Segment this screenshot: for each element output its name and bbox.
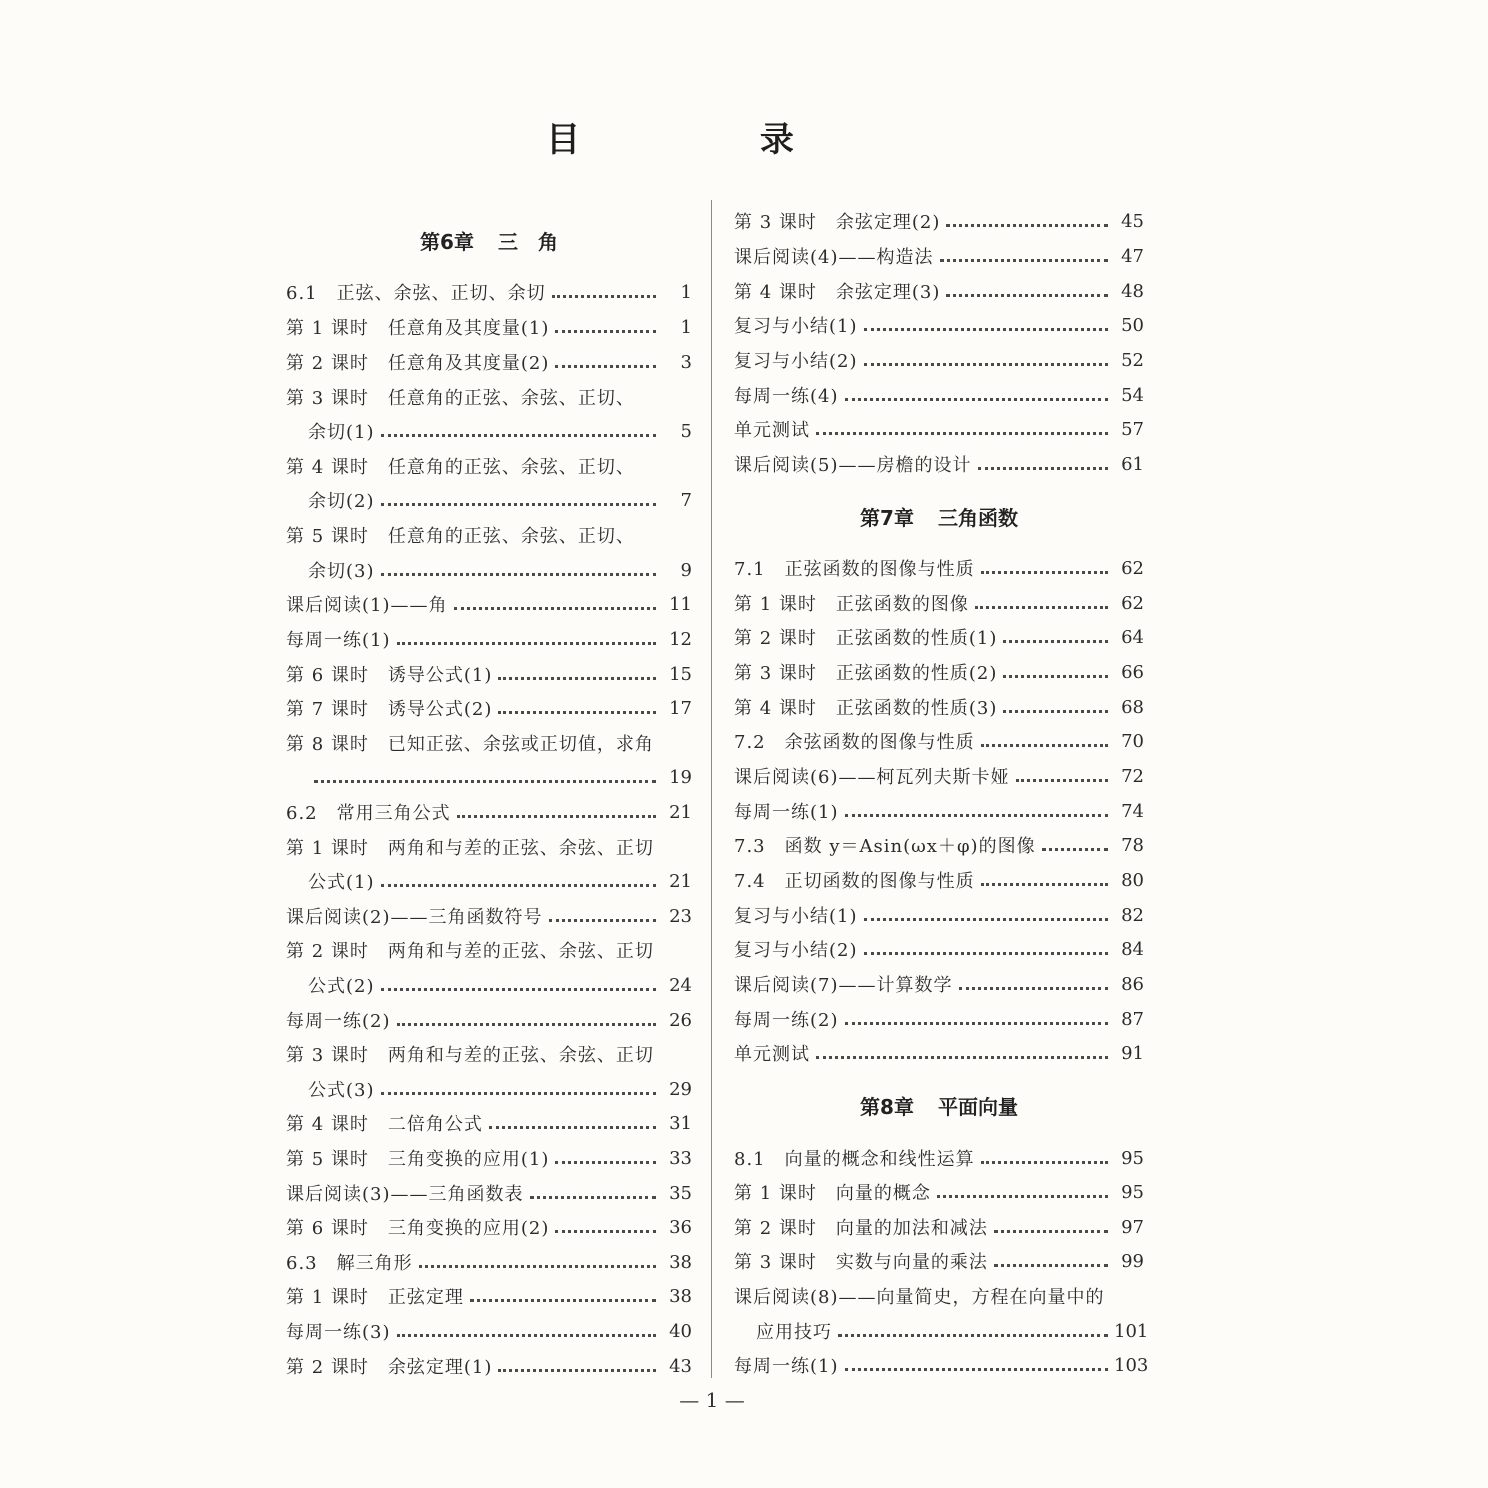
toc-entry-label: 复习与小结(2): [734, 940, 858, 961]
toc-entry-label: 第 2 课时 正弦函数的性质(1): [734, 628, 998, 649]
dot-leader: [470, 1296, 656, 1302]
dot-leader: [381, 1089, 657, 1095]
toc-entry-label: 课后阅读(1)——角: [286, 595, 448, 616]
toc-entry-continued: [286, 1037, 692, 1071]
toc-entry-label: 第 5 课时 任意角的正弦、余弦、正切、: [286, 526, 635, 547]
toc-entry-label: 第 3 课时 两角和与差的正弦、余弦、正切: [286, 1045, 654, 1066]
dot-leader: [978, 464, 1109, 470]
toc-entry[interactable]: [286, 760, 692, 794]
toc-entry-page: 21: [669, 870, 692, 892]
toc-entry-label: 第 1 课时 正弦函数的图像: [734, 594, 969, 615]
chapter-heading: [734, 499, 1144, 533]
toc-entry[interactable]: [734, 759, 1144, 793]
toc-entry-label: 课后阅读(8)——向量简史，方程在向量中的: [734, 1287, 1105, 1308]
chapter-number: 第7章: [860, 505, 914, 530]
toc-entry-label: 每周一练(3): [286, 1322, 391, 1343]
toc-entry-label: 6.2 常用三角公式: [286, 803, 451, 824]
dot-leader: [498, 1366, 656, 1372]
toc-entry-page: 86: [1121, 973, 1144, 995]
toc-entry-page: 61: [1121, 453, 1144, 475]
toc-entry-label: 第 3 课时 正弦函数的性质(2): [734, 663, 998, 684]
toc-entry-page: 26: [669, 1009, 692, 1031]
dot-leader: [981, 1158, 1108, 1164]
dot-leader: [397, 1331, 657, 1337]
toc-entry-label: 第 1 课时 两角和与差的正弦、余弦、正切: [286, 838, 654, 859]
toc-entry[interactable]: [734, 655, 1144, 689]
toc-entry-page: 9: [680, 559, 692, 581]
toc-entry-page: 36: [669, 1216, 692, 1238]
toc-entry[interactable]: [734, 412, 1144, 446]
dot-leader: [555, 327, 656, 333]
page-number: — 1 —: [679, 1388, 745, 1412]
toc-entry-continued: [286, 933, 692, 967]
toc-entry-page: 23: [669, 905, 692, 927]
dot-leader: [454, 604, 657, 610]
toc-entry[interactable]: [734, 828, 1144, 862]
toc-entry-label: 7.2 余弦函数的图像与性质: [734, 732, 975, 753]
toc-entry[interactable]: [734, 967, 1144, 1001]
toc-entry-continued: [286, 726, 692, 760]
toc-entry[interactable]: [734, 863, 1144, 897]
toc-entry-label: 第 4 课时 任意角的正弦、余弦、正切、: [286, 457, 635, 478]
toc-entry[interactable]: [734, 1141, 1144, 1175]
toc-entry-page: 1: [680, 281, 692, 303]
dot-leader: [816, 1053, 1108, 1059]
toc-entry-label: 公式(1): [308, 872, 375, 893]
toc-entry[interactable]: [734, 343, 1144, 377]
toc-entry-page: 70: [1121, 730, 1144, 752]
toc-entry-label: 第 7 课时 诱导公式(2): [286, 699, 493, 720]
dot-leader: [381, 431, 657, 437]
toc-entry-continued: [286, 380, 692, 414]
dot-leader: [381, 570, 657, 576]
dot-leader: [419, 1262, 656, 1268]
toc-entry[interactable]: [286, 310, 692, 344]
toc-entry-page: 95: [1121, 1147, 1144, 1169]
dot-leader: [555, 1227, 656, 1233]
dot-leader: [838, 1331, 1108, 1337]
toc-entry-page: 40: [669, 1320, 692, 1342]
toc-entry-page: 19: [669, 766, 692, 788]
dot-leader: [937, 1192, 1108, 1198]
toc-entry-label: 8.1 向量的概念和线性运算: [734, 1149, 975, 1170]
toc-entry-page: 38: [669, 1251, 692, 1273]
toc-entry-continued: [286, 830, 692, 864]
chapter-number: 第6章: [420, 229, 474, 254]
toc-entry-label: 第 3 课时 余弦定理(2): [734, 212, 941, 233]
toc-entry-label: 课后阅读(4)——构造法: [734, 247, 934, 268]
dot-leader: [381, 985, 657, 991]
toc-entry-label: 每周一练(1): [734, 1356, 839, 1377]
toc-entry-page: 35: [669, 1182, 692, 1204]
toc-entry-continued: [286, 518, 692, 552]
toc-entry-label: 第 6 课时 三角变换的应用(2): [286, 1218, 550, 1239]
toc-entry-page: 33: [669, 1147, 692, 1169]
toc-entry-page: 68: [1121, 696, 1144, 718]
dot-leader: [864, 949, 1109, 955]
toc-entry-page: 103: [1114, 1354, 1149, 1376]
toc-entry-page: 3: [680, 351, 692, 373]
dot-leader: [555, 362, 656, 368]
toc-entry[interactable]: [286, 1141, 692, 1175]
dot-leader: [552, 292, 656, 298]
toc-entry[interactable]: [734, 378, 1144, 412]
toc-entry-label: 课后阅读(3)——三角函数表: [286, 1184, 524, 1205]
toc-entry-label: 第 2 课时 任意角及其度量(2): [286, 353, 550, 374]
toc-entry-page: 7: [680, 489, 692, 511]
toc-entry-page: 29: [669, 1078, 692, 1100]
toc-entry[interactable]: [286, 657, 692, 691]
toc-entry-page: 72: [1121, 765, 1144, 787]
dot-leader: [555, 1158, 656, 1164]
toc-entry[interactable]: [734, 1002, 1144, 1036]
dot-leader: [975, 603, 1108, 609]
toc-entry-label: 课后阅读(7)——计算数学: [734, 975, 953, 996]
toc-entry-label: 每周一练(2): [286, 1011, 391, 1032]
column-divider: [711, 200, 712, 1378]
toc-entry[interactable]: [734, 586, 1144, 620]
toc-entry-page: 1: [680, 316, 692, 338]
page-title: 目 录: [546, 120, 878, 160]
toc-entry-label: 第 4 课时 余弦定理(3): [734, 282, 941, 303]
dot-leader: [1003, 637, 1108, 643]
toc-entry-page: 95: [1121, 1181, 1144, 1203]
dot-leader: [994, 1261, 1108, 1267]
dot-leader: [845, 811, 1109, 817]
toc-entry-label: 6.3 解三角形: [286, 1253, 413, 1274]
toc-entry-label: 余切(1): [308, 422, 375, 443]
dot-leader: [498, 674, 656, 680]
toc-entry-label: 余切(3): [308, 561, 375, 582]
toc-entry-label: 公式(3): [308, 1080, 375, 1101]
toc-entry[interactable]: [286, 553, 692, 587]
toc-entry-label: 第 1 课时 正弦定理: [286, 1287, 464, 1308]
dot-leader: [845, 1019, 1109, 1025]
toc-entry-page: 57: [1121, 418, 1144, 440]
toc-entry-label: 每周一练(1): [734, 802, 839, 823]
toc-entry[interactable]: [734, 898, 1144, 932]
toc-entry-page: 15: [669, 663, 692, 685]
toc-entry-label: 每周一练(2): [734, 1010, 839, 1031]
toc-entry-label: 7.4 正切函数的图像与性质: [734, 871, 975, 892]
toc-entry-continued: [286, 449, 692, 483]
toc-entry[interactable]: [734, 447, 1144, 481]
toc-entry-page: 84: [1121, 938, 1144, 960]
chapter-title: 三角函数: [937, 505, 1018, 530]
toc-entry[interactable]: [734, 1348, 1149, 1382]
toc-entry-label: 第 1 课时 向量的概念: [734, 1183, 931, 1204]
toc-entry-label: 第 4 课时 正弦函数的性质(3): [734, 698, 998, 719]
toc-entry-page: 62: [1121, 592, 1144, 614]
toc-entry[interactable]: [286, 691, 692, 725]
toc-entry-label: 每周一练(1): [286, 630, 391, 651]
toc-entry-page: 66: [1121, 661, 1144, 683]
toc-entry-page: 54: [1121, 384, 1144, 406]
dot-leader: [959, 984, 1109, 990]
toc-entry[interactable]: [286, 587, 692, 621]
toc-entry-label: 余切(2): [308, 491, 375, 512]
dot-leader: [1003, 672, 1108, 678]
toc-entry[interactable]: [734, 620, 1144, 654]
dot-leader: [498, 708, 656, 714]
toc-entry[interactable]: [734, 239, 1144, 273]
toc-entry-page: 78: [1121, 834, 1144, 856]
dot-leader: [457, 812, 656, 818]
toc-entry[interactable]: [286, 483, 692, 517]
dot-leader: [994, 1227, 1108, 1233]
toc-entry-page: 52: [1121, 349, 1144, 371]
toc-entry-label: 第 3 课时 任意角的正弦、余弦、正切、: [286, 388, 635, 409]
dot-leader: [864, 360, 1109, 366]
dot-leader: [314, 777, 656, 783]
toc-entry-page: 50: [1121, 314, 1144, 336]
toc-entry-label: 课后阅读(2)——三角函数符号: [286, 907, 543, 928]
toc-entry[interactable]: [734, 794, 1144, 828]
dot-leader: [489, 1123, 656, 1129]
toc-entry[interactable]: [734, 204, 1144, 238]
toc-entry[interactable]: [286, 1314, 692, 1348]
dot-leader: [845, 1365, 1109, 1371]
dot-leader: [816, 429, 1108, 435]
toc-entry[interactable]: [734, 1314, 1149, 1348]
toc-entry[interactable]: [734, 690, 1144, 724]
dot-leader: [381, 500, 657, 506]
toc-entry-label: 单元测试: [734, 420, 810, 441]
toc-entry-continued: [734, 1279, 1144, 1313]
toc-entry[interactable]: [286, 899, 692, 933]
toc-entry[interactable]: [286, 414, 692, 448]
toc-entry-label: 单元测试: [734, 1044, 810, 1065]
dot-leader: [946, 221, 1108, 227]
toc-entry[interactable]: [286, 864, 692, 898]
toc-entry-label: 公式(2): [308, 976, 375, 997]
toc-entry[interactable]: [734, 274, 1144, 308]
toc-entry-label: 复习与小结(2): [734, 351, 858, 372]
toc-entry-label: 每周一练(4): [734, 386, 839, 407]
toc-entry-label: 第 2 课时 两角和与差的正弦、余弦、正切: [286, 941, 654, 962]
toc-entry[interactable]: [286, 1003, 692, 1037]
toc-entry-label: 第 8 课时 已知正弦、余弦或正切值，求角: [286, 734, 654, 755]
toc-entry[interactable]: [286, 1349, 692, 1383]
toc-entry-page: 38: [669, 1285, 692, 1307]
toc-entry-page: 17: [669, 697, 692, 719]
dot-leader: [397, 1020, 657, 1026]
toc-entry-page: 97: [1121, 1216, 1144, 1238]
toc-entry[interactable]: [286, 275, 692, 309]
toc-entry[interactable]: [286, 1106, 692, 1140]
toc-entry-label: 第 5 课时 三角变换的应用(1): [286, 1149, 550, 1170]
toc-entry-label: 第 6 课时 诱导公式(1): [286, 665, 493, 686]
toc-entry-label: 应用技巧: [756, 1322, 832, 1343]
dot-leader: [845, 395, 1109, 401]
toc-entry[interactable]: [286, 622, 692, 656]
toc-entry-page: 47: [1121, 245, 1144, 267]
toc-entry[interactable]: [734, 551, 1144, 585]
toc-entry[interactable]: [286, 1279, 692, 1313]
toc-entry[interactable]: [286, 1072, 692, 1106]
toc-entry[interactable]: [286, 1210, 692, 1244]
toc-entry-page: 62: [1121, 557, 1144, 579]
toc-entry[interactable]: [734, 308, 1144, 342]
toc-entry-page: 12: [669, 628, 692, 650]
toc-entry-page: 82: [1121, 904, 1144, 926]
toc-entry-page: 24: [669, 974, 692, 996]
toc-entry[interactable]: [734, 1210, 1144, 1244]
toc-entry[interactable]: [734, 724, 1144, 758]
dot-leader: [864, 325, 1109, 331]
toc-entry-label: 复习与小结(1): [734, 316, 858, 337]
toc-entry[interactable]: [286, 1245, 692, 1279]
chapter-title: 三 角: [497, 229, 558, 254]
toc-entry-page: 31: [669, 1112, 692, 1134]
toc-entry-page: 48: [1121, 280, 1144, 302]
toc-entry-page: 43: [669, 1355, 692, 1377]
dot-leader: [1016, 776, 1109, 782]
toc-entry-page: 64: [1121, 626, 1144, 648]
toc-entry-label: 7.3 函数 y＝Asin(ωx＋φ)的图像: [734, 836, 1036, 857]
toc-entry-label: 7.1 正弦函数的图像与性质: [734, 559, 975, 580]
toc-entry-label: 课后阅读(6)——柯瓦列夫斯卡娅: [734, 767, 1010, 788]
toc-entry[interactable]: [734, 932, 1144, 966]
toc-entry-label: 第 2 课时 余弦定理(1): [286, 1357, 493, 1378]
toc-entry-label: 第 4 课时 二倍角公式: [286, 1114, 483, 1135]
dot-leader: [981, 880, 1108, 886]
toc-entry-label: 6.1 正弦、余弦、正切、余切: [286, 283, 546, 304]
dot-leader: [1042, 845, 1108, 851]
toc-entry-page: 45: [1121, 210, 1144, 232]
toc-entry-label: 第 3 课时 实数与向量的乘法: [734, 1252, 988, 1273]
toc-entry-page: 87: [1121, 1008, 1144, 1030]
toc-entry[interactable]: [286, 345, 692, 379]
toc-entry[interactable]: [286, 795, 692, 829]
toc-entry[interactable]: [734, 1036, 1144, 1070]
toc-entry-page: 11: [669, 593, 692, 615]
dot-leader: [946, 291, 1108, 297]
toc-entry-page: 101: [1114, 1320, 1149, 1342]
dot-leader: [1003, 707, 1108, 713]
dot-leader: [549, 916, 657, 922]
dot-leader: [864, 915, 1109, 921]
toc-entry-label: 复习与小结(1): [734, 906, 858, 927]
toc-entry-label: 课后阅读(5)——房檐的设计: [734, 455, 972, 476]
toc-entry[interactable]: [286, 968, 692, 1002]
dot-leader: [981, 741, 1108, 747]
toc-entry-page: 74: [1121, 800, 1144, 822]
toc-entry[interactable]: [286, 1176, 692, 1210]
toc-entry-label: 第 2 课时 向量的加法和减法: [734, 1218, 988, 1239]
chapter-heading: [734, 1088, 1144, 1122]
toc-entry-page: 5: [680, 420, 692, 442]
chapter-number: 第8章: [860, 1094, 914, 1119]
toc-entry[interactable]: [734, 1244, 1144, 1278]
dot-leader: [981, 568, 1108, 574]
chapter-title: 平面向量: [937, 1094, 1018, 1119]
dot-leader: [397, 639, 657, 645]
dot-leader: [381, 881, 657, 887]
toc-entry-page: 80: [1121, 869, 1144, 891]
toc-entry[interactable]: [734, 1175, 1144, 1209]
toc-entry-page: 21: [669, 801, 692, 823]
chapter-heading: [286, 223, 692, 257]
toc-entry-page: 99: [1121, 1250, 1144, 1272]
toc-entry-label: 第 1 课时 任意角及其度量(1): [286, 318, 550, 339]
dot-leader: [530, 1193, 657, 1199]
toc-entry-page: 91: [1121, 1042, 1144, 1064]
dot-leader: [940, 256, 1109, 262]
